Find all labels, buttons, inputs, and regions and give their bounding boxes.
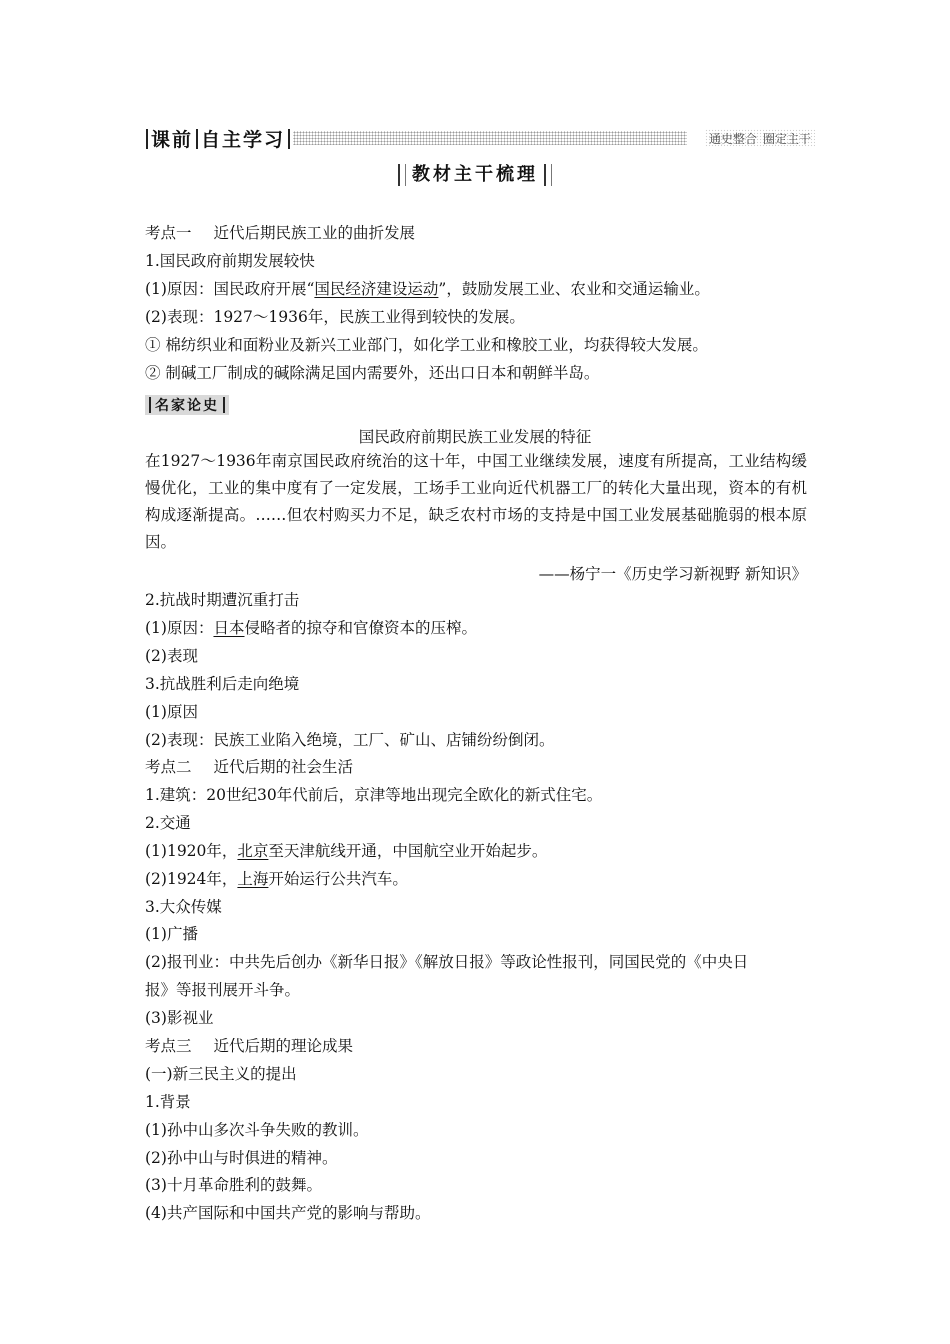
text-span: 侵略者的掠夺和官僚资本的压榨。	[244, 619, 477, 637]
header-left	[143, 125, 293, 152]
underlined-term: 北京	[237, 842, 269, 860]
divider	[288, 129, 290, 149]
text-line: 2.抗战时期遭沉重打击	[145, 591, 300, 609]
text-line: 3.抗战胜利后走向绝境	[145, 675, 300, 693]
text-line	[145, 841, 547, 861]
text-line: 1.国民政府前期发展较快	[145, 252, 315, 270]
kaodian-title: 近代后期的社会生活	[213, 758, 354, 776]
reason-line	[145, 279, 710, 299]
kaodian-2-heading	[145, 757, 353, 777]
text-line: 1.建筑：20世纪30年代前后，京津等地出现完全欧化的新式住宅。	[145, 786, 603, 804]
text-span: 开始运行公共汽车。	[268, 870, 408, 888]
quote-body: 在1927～1936年南京国民政府统治的这十年，中国工业继续发展，速度有所提高，工业结构缓慢优化，工业的集中度有了一定发展，工场手工业向近代机器工厂的转化大量出现，资本的有机构成逐渐提高。……但农村购买力不足，缺乏农村市场的支持是中国工业发展基础脆弱的根本原因。	[145, 452, 807, 551]
text-line: 3.大众传媒	[145, 898, 222, 916]
quote-label-text: 名家论史	[155, 398, 219, 414]
text-line	[145, 869, 408, 889]
kaodian-label: 考点二	[145, 758, 192, 776]
section-title-text: 教材主干梳理	[412, 164, 538, 185]
quote-title: 国民政府前期民族工业发展的特征	[358, 428, 592, 446]
text-line: 报》等报刊展开斗争。	[145, 981, 301, 999]
text-line: (2)表现：民族工业陷入绝境，工厂、矿山、店铺纷纷倒闭。	[145, 731, 555, 749]
quote-source: ——杨宁一《历史学习新视野 新知识》	[538, 565, 807, 583]
kaodian-title: 近代后期的理论成果	[213, 1037, 354, 1055]
text-line: (3)十月革命胜利的鼓舞。	[145, 1176, 322, 1194]
kaodian-label: 考点三	[145, 1037, 192, 1055]
quote-label	[145, 395, 229, 415]
text-span: (1)原因：	[145, 619, 214, 637]
text-line: ① 棉纺织业和面粉业及新兴工业部门，如化学工业和橡胶工业，均获得较大发展。	[145, 336, 708, 354]
kaodian-title: 近代后期民族工业的曲折发展	[213, 224, 416, 242]
text-span: (2)1924年，	[145, 870, 238, 888]
text-line: (1)孙中山多次斗争失败的教训。	[145, 1121, 369, 1139]
text-line: (2)表现：1927～1936年，民族工业得到较快的发展。	[145, 308, 525, 326]
text-span: ”，鼓励发展工业、农业和交通运输业。	[438, 280, 710, 298]
text-line: (一)新三民主义的提出	[145, 1065, 297, 1083]
text-span: (1)原因：国民政府开展“	[145, 280, 315, 298]
header-label-b: 自主学习	[201, 129, 286, 151]
text-line: (3)影视业	[145, 1009, 214, 1027]
underlined-term: 日本	[213, 619, 245, 637]
divider	[544, 164, 552, 186]
kaodian-3-heading	[145, 1036, 353, 1056]
page-header	[143, 125, 815, 152]
divider	[223, 397, 225, 413]
text-line: 1.背景	[145, 1093, 191, 1111]
text-span: (1)1920年，	[145, 842, 238, 860]
text-line: (4)共产国际和中国共产党的影响与帮助。	[145, 1204, 431, 1222]
reason-line	[145, 618, 477, 638]
text-line: (1)原因	[145, 703, 198, 721]
divider	[398, 164, 406, 186]
text-line: 2.交通	[145, 814, 191, 832]
header-label-a: 课前	[151, 129, 194, 151]
text-line: (2)孙中山与时俱进的精神。	[145, 1149, 338, 1167]
text-line: (1)广播	[145, 925, 198, 943]
underlined-term: 国民经济建设运动	[314, 280, 439, 298]
section-title	[0, 160, 950, 186]
text-line: (2)报刊业：中共先后创办《新华日报》《解放日报》等政论性报刊，同国民党的《中央日	[145, 953, 749, 971]
text-line: ② 制碱工厂制成的碱除满足国内需要外，还出口日本和朝鲜半岛。	[145, 364, 600, 382]
underlined-term: 上海	[237, 870, 269, 888]
header-dot-band	[293, 131, 687, 145]
divider	[196, 129, 198, 149]
header-tag-a: 通史整合	[708, 131, 757, 146]
kaodian-label: 考点一	[145, 224, 192, 242]
text-line: (2)表现	[145, 647, 198, 665]
text-span: 至天津航线开通，中国航空业开始起步。	[268, 842, 548, 860]
header-tag-b: 圈定主干	[762, 131, 811, 146]
header-right	[705, 129, 815, 147]
divider	[146, 129, 148, 149]
kaodian-1-heading	[145, 223, 415, 243]
divider	[149, 397, 151, 413]
